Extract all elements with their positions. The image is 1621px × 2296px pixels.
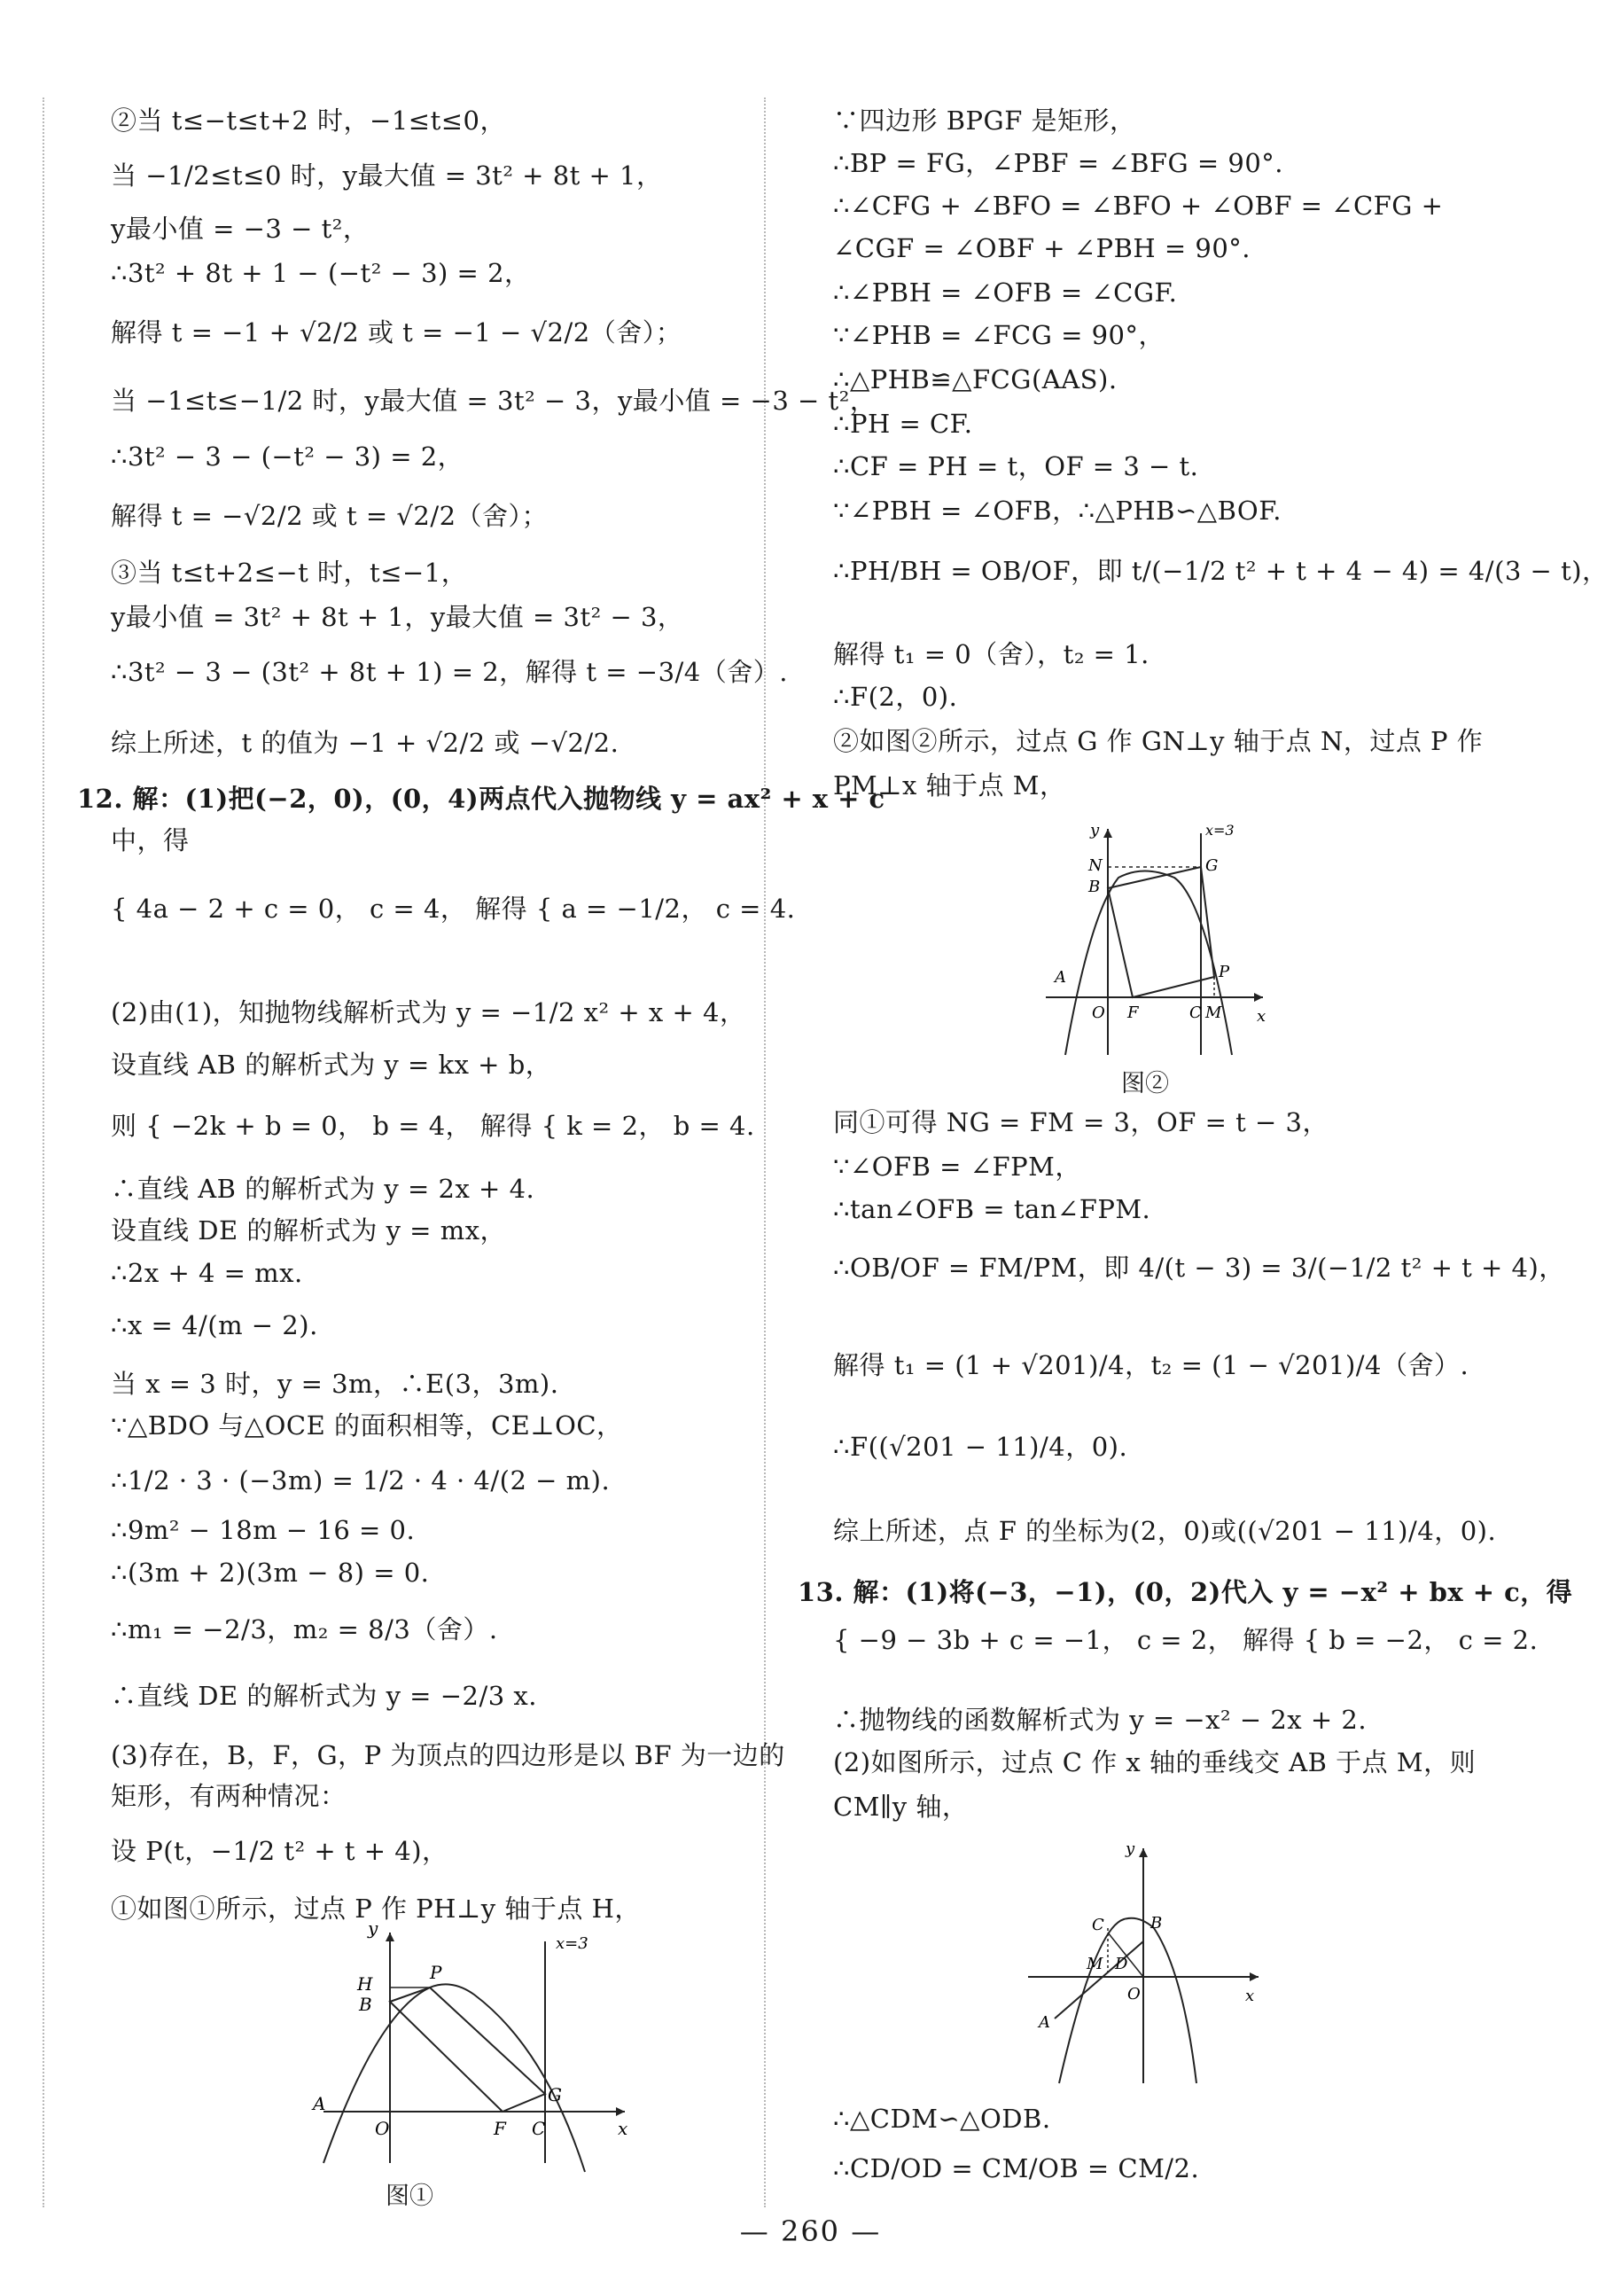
figure-2-svg: [1028, 816, 1276, 1064]
y-axis-arrow-icon: [386, 1933, 394, 1941]
label-b: B: [1150, 1914, 1163, 1933]
text-line: 综上所述，点 F 的坐标为(2，0)或((√201 − 11)/4，0).: [833, 1516, 1497, 1546]
line-ab: [1055, 1941, 1143, 2019]
label-d: D: [1115, 1955, 1128, 1973]
x-axis-arrow-icon: [1254, 993, 1263, 1002]
text-line: 矩形，有两种情况：: [111, 1781, 347, 1811]
text-line: ∴F(2，0).: [833, 682, 958, 712]
text-line: ∴抛物线的函数解析式为 y = −x² − 2x + 2.: [833, 1705, 1368, 1735]
text-line: ∴OB/OF = FM/PM，即 4/(t − 3) = 3/(−1/2 t² + t + 4)，: [833, 1253, 1565, 1283]
x-axis-arrow-icon: [616, 2107, 625, 2116]
figure-3: [1019, 1831, 1267, 2088]
text-line: 设直线 AB 的解析式为 y = kx + b，: [111, 1050, 552, 1080]
text-line: ②如图②所示，过点 G 作 GN⊥y 轴于点 N，过点 P 作: [833, 726, 1484, 756]
figure-1: [288, 1924, 643, 2181]
label-h: H: [357, 1973, 373, 1995]
text-line: ②当 t≤−t≤t+2 时，−1≤t≤0，: [111, 105, 506, 136]
text-line: 当 −1/2≤t≤0 时，y最大值 = 3t² + 8t + 1，: [111, 160, 663, 191]
text-line: ①如图①所示，过点 P 作 PH⊥y 轴于点 H，: [111, 1894, 641, 1924]
figure-1-caption: 图①: [386, 2183, 433, 2210]
text-line: 综上所述，t 的值为 −1 + √2/2 或 −√2/2.: [111, 728, 620, 758]
rectangle-bpgf: [390, 1988, 545, 2112]
rectangle-bpgf: [1108, 867, 1214, 997]
text-line: 解得 t = −√2/2 或 t = √2/2（舍）；: [111, 501, 549, 531]
text-line: ∴∠CFG + ∠BFO = ∠BFO + ∠OBF = ∠CFG +: [833, 191, 1444, 221]
label-p: P: [1219, 963, 1230, 981]
text-line: ∵∠PHB = ∠FCG = 90°，: [833, 320, 1165, 350]
label-c: C: [1189, 1004, 1202, 1022]
text-line: PM⊥x 轴于点 M，: [833, 770, 1066, 800]
text-line: ∴1/2 · 3 · (−3m) = 1/2 · 4 · 4/(2 − m).: [111, 1465, 611, 1496]
label-g: G: [548, 2084, 562, 2105]
label-g: G: [1205, 856, 1219, 875]
text-line: (2)如图所示，过点 C 作 x 轴的垂线交 AB 于点 M，则: [833, 1747, 1477, 1777]
problem-12-start: 12. 解：(1)把(−2，0)，(0，4)两点代入抛物线 y = ax² + x + c: [77, 784, 885, 814]
label-y: y: [1126, 1839, 1135, 1858]
text-line: 设 P(t，−1/2 t² + t + 4)，: [111, 1836, 448, 1866]
page-number: — 260 —: [739, 2214, 882, 2248]
label-a: A: [1039, 2013, 1050, 2032]
text-line: ∴△PHB≌△FCG(AAS).: [833, 364, 1118, 394]
right-column: [798, 0, 1609, 2198]
equation-system: { 4a − 2 + c = 0， c = 4， 解得 { a = −1/2， c = 4.: [111, 894, 796, 924]
label-b: B: [359, 1994, 372, 2015]
x-axis-arrow-icon: [1250, 1972, 1259, 1981]
label-a: A: [1055, 968, 1066, 987]
label-c: C: [532, 2118, 546, 2139]
text-line: CM∥y 轴，: [833, 1792, 969, 1822]
figure-2-caption: 图②: [1121, 1070, 1169, 1097]
label-m: M: [1205, 1004, 1222, 1022]
label-a: A: [313, 2093, 326, 2114]
label-f: F: [494, 2118, 506, 2139]
parabola: [1065, 871, 1232, 1056]
text-line: ∴(3m + 2)(3m − 8) = 0.: [111, 1558, 430, 1588]
text-line: ∴3t² − 3 − (−t² − 3) = 2，: [111, 441, 464, 472]
text-line: ∴∠PBH = ∠OFB = ∠CGF.: [833, 277, 1178, 308]
equation-system: { −9 − 3b + c = −1， c = 2， 解得 { b = −2， c = 2.: [833, 1625, 1539, 1655]
label-x: x: [1245, 1987, 1255, 2005]
text-line: 解得 t₁ = (1 + √201)/4，t₂ = (1 − √201)/4（舍）.: [833, 1350, 1469, 1380]
text-line: ∴PH/BH = OB/OF，即 t/(−1/2 t² + t + 4 − 4) = 4/(3 − t)，: [833, 556, 1609, 586]
label-y: y: [368, 1924, 378, 1939]
label-x-3: x=3: [1205, 822, 1235, 839]
y-axis-arrow-icon: [1103, 829, 1112, 838]
text-line: y最小值 = −3 − t²，: [111, 214, 370, 244]
text-line: ∵△BDO 与△OCE 的面积相等，CE⊥OC，: [111, 1410, 623, 1441]
text-line: ∴2x + 4 = mx.: [111, 1258, 303, 1288]
text-line: ∴△CDM∽△ODB.: [833, 2104, 1051, 2134]
figure-1-svg: [288, 1924, 643, 2181]
text-line: ∠CGF = ∠OBF + ∠PBH = 90°.: [833, 233, 1251, 263]
label-o: O: [1092, 1004, 1105, 1022]
label-p: P: [430, 1962, 442, 1983]
label-y: y: [1090, 821, 1100, 840]
text-line: 解得 t₁ = 0（舍），t₂ = 1.: [833, 639, 1150, 669]
text-line: ∴CF = PH = t，OF = 3 − t.: [833, 451, 1199, 481]
text-line: (2)由(1)，知抛物线解析式为 y = −1/2 x² + x + 4，: [111, 997, 746, 1027]
label-m: M: [1087, 1955, 1103, 1973]
text-line: ∵∠PBH = ∠OFB，∴△PHB∽△BOF.: [833, 496, 1282, 526]
left-column: [77, 0, 885, 2210]
y-axis-arrow-icon: [1139, 1848, 1148, 1857]
text-line: ∵∠OFB = ∠FPM，: [833, 1152, 1081, 1182]
text-line: 当 −1≤t≤−1/2 时，y最大值 = 3t² − 3，y最小值 = −3 − t²，: [111, 386, 877, 416]
equation-system: 则 { −2k + b = 0， b = 4， 解得 { k = 2， b = 4.: [111, 1111, 755, 1141]
text-line: ∴3t² + 8t + 1 − (−t² − 3) = 2，: [111, 258, 531, 288]
left-margin-rule: [43, 98, 44, 2207]
text-line: ∴9m² − 18m − 16 = 0.: [111, 1515, 416, 1545]
text-line: ∴CD/OD = CM/OB = CM/2.: [833, 2153, 1200, 2183]
text-line: 当 x = 3 时，y = 3m，∴E(3，3m).: [111, 1369, 559, 1399]
text-line: 解得 t = −1 + √2/2 或 t = −1 − √2/2（舍）；: [111, 317, 682, 348]
label-o: O: [375, 2118, 390, 2139]
label-f: F: [1127, 1004, 1139, 1022]
text-line: ∴BP = FG，∠PBF = ∠BFG = 90°.: [833, 148, 1284, 178]
label-x: x: [1257, 1007, 1266, 1026]
text-line: 同①可得 NG = FM = 3，OF = t − 3，: [833, 1107, 1329, 1137]
text-line: 中，得: [111, 825, 190, 855]
label-c: C: [1092, 1916, 1104, 1934]
label-b: B: [1088, 878, 1101, 896]
text-line: ∴tan∠OFB = tan∠FPM.: [833, 1194, 1151, 1224]
text-line: ∴PH = CF.: [833, 409, 973, 439]
text-line: ∴F((√201 − 11)/4，0).: [833, 1432, 1128, 1462]
figure-2: [1028, 816, 1276, 1064]
text-line: ∴直线 DE 的解析式为 y = −2/3 x.: [111, 1681, 537, 1711]
text-line: ∵四边形 BPGF 是矩形，: [833, 105, 1136, 136]
figure-3-svg: [1019, 1831, 1267, 2088]
text-line: y最小值 = 3t² + 8t + 1，y最大值 = 3t² − 3，: [111, 602, 684, 632]
text-line: ③当 t≤t+2≤−t 时，t≤−1，: [111, 558, 468, 588]
label-o: O: [1127, 1985, 1141, 2003]
text-line: 设直线 DE 的解析式为 y = mx，: [111, 1215, 507, 1246]
text-line: ∴直线 AB 的解析式为 y = 2x + 4.: [111, 1174, 535, 1204]
text-line: ∴x = 4/(m − 2).: [111, 1310, 318, 1340]
problem-13-start: 13. 解：(1)将(−3，−1)，(0，2)代入 y = −x² + bx + c，得: [798, 1577, 1573, 1607]
text-line: ∴m₁ = −2/3，m₂ = 8/3（舍）.: [111, 1614, 498, 1644]
label-x-3: x=3: [556, 1934, 588, 1953]
text-line: ∴3t² − 3 − (3t² + 8t + 1) = 2，解得 t = −3/4（舍）.: [111, 657, 788, 687]
label-n: N: [1088, 856, 1103, 875]
text-line: (3)存在，B，F，G，P 为顶点的四边形是以 BF 为一边的: [111, 1740, 785, 1770]
label-x: x: [618, 2118, 628, 2139]
